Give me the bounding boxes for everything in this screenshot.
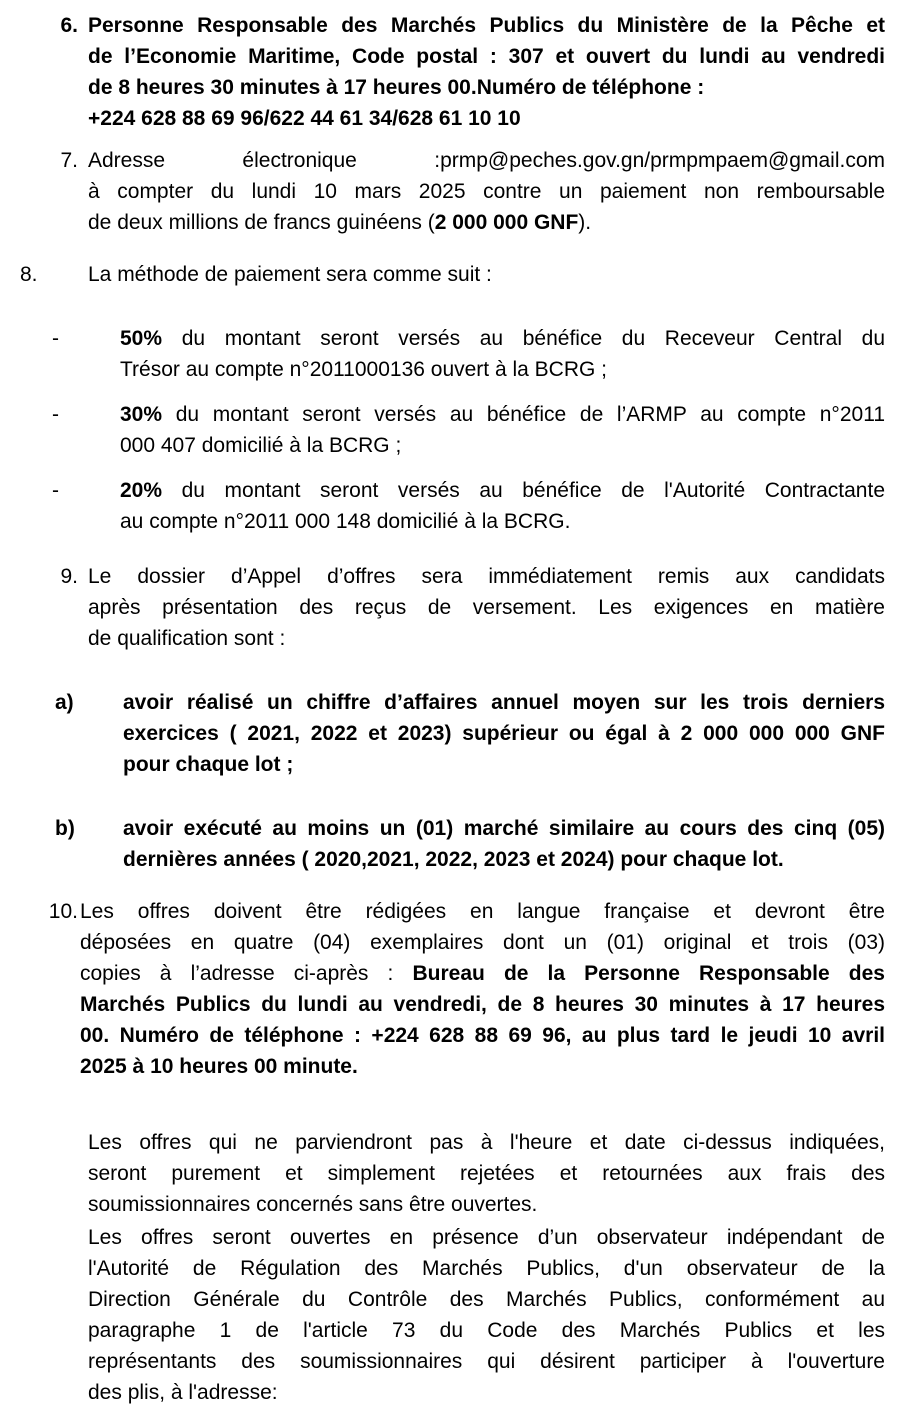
closing-paragraph-2 [88, 1222, 885, 1408]
item-6-body [88, 10, 885, 134]
closing-p1-line-1: Les offres qui ne parviendront pas à l'heure et date ci-dessus indiquées, [88, 1131, 885, 1154]
item-10-line-5: 00. Numéro de téléphone : +224 628 88 69 96, au plus tard le jeudi 10 avril [80, 1024, 885, 1047]
item-10-line-2: déposées en quatre (04) exemplaires dont un (01) original et trois (03) [80, 931, 885, 954]
numbered-item-10 [20, 896, 885, 1082]
item-7-line-3-suffix: ). [578, 211, 592, 234]
payment-bullet-30-marker: - [52, 403, 59, 426]
qualification-b-marker: b) [55, 817, 75, 840]
item-10-line-6: 2025 à 10 heures 00 minute. [80, 1055, 358, 1078]
qualification-a-marker: a) [55, 691, 74, 714]
payment-bullet-50-line-1 [120, 323, 885, 354]
closing-p2-line-2: l'Autorité de Régulation des Marchés Publics, d'un observateur de la [88, 1257, 885, 1280]
spacer [20, 886, 885, 896]
qualification-item-b [20, 813, 885, 875]
numbered-item-6 [20, 10, 885, 134]
closing-p2-line-1: Les offres seront ouvertes en présence d’un observateur indépendant de [88, 1226, 885, 1249]
qualification-a-body [123, 687, 885, 780]
qualification-a-line-1: avoir réalisé un chiffre d’affaires annuel moyen sur les trois derniers [123, 691, 885, 714]
item-10-body [80, 896, 885, 1082]
item-6-line-3: de 8 heures 30 minutes à 17 heures 00.Numéro de téléphone : [88, 76, 705, 99]
item-10-line-3-bold: Bureau de la Personne Responsable des [412, 962, 885, 985]
payment-bullet-20 [20, 475, 885, 537]
payment-bullet-50-line-2: Trésor au compte n°2011000136 ouvert à la BCRG ; [120, 358, 607, 381]
closing-paragraph-1 [88, 1127, 885, 1220]
payment-bullet-30-body [120, 399, 885, 461]
numbered-item-7 [20, 145, 885, 238]
payment-bullet-20-line-1 [120, 475, 885, 506]
closing-p2-line-6: des plis, à l'adresse: [88, 1381, 278, 1404]
payment-bullet-20-line-2: au compte n°2011 000 148 domicilié à la BCRG. [120, 510, 571, 533]
payment-bullet-20-marker: - [52, 479, 59, 502]
item-10-line-3 [80, 958, 885, 989]
payment-bullet-20-percent: 20% [120, 479, 163, 502]
item-7-body [88, 145, 885, 238]
payment-bullet-50-line-1-text: du montant seront versés au bénéfice du Receveur Central du [181, 327, 885, 350]
item-9-line-2: après présentation des reçus de versement. Les exigences en matière [88, 596, 885, 619]
payment-bullet-50-percent: 50% [120, 327, 163, 350]
payment-bullet-30-line-1 [120, 399, 885, 430]
qualification-b-line-1: avoir exécuté au moins un (01) marché similaire au cours des cinq (05) [123, 817, 885, 840]
qualification-b-body [123, 813, 885, 875]
item-7-line-3-prefix: de deux millions de francs guinéens ( [88, 211, 435, 234]
item-9-line-1: Le dossier d’Appel d’offres sera immédiatement remis aux candidats [88, 565, 885, 588]
closing-p1-line-3: soumissionnaires concernés sans être ouvertes. [88, 1193, 538, 1216]
item-10-line-3-plain: copies à l’adresse ci-après : [80, 962, 394, 985]
spacer [20, 791, 885, 813]
spacer [20, 301, 885, 323]
payment-bullet-50 [20, 323, 885, 385]
item-9-body [88, 561, 885, 654]
qualification-b-line-2: dernières années ( 2020,2021, 2022, 2023 et 2024) pour chaque lot. [123, 848, 784, 871]
item-9-marker: 9. [60, 565, 78, 588]
item-7-line-3 [88, 207, 885, 238]
payment-bullet-30-line-2: 000 407 domicilié à la BCRG ; [120, 434, 402, 457]
item-9-line-3: de qualification sont : [88, 627, 286, 650]
payment-bullet-30-percent: 30% [120, 403, 163, 426]
qualification-item-a [20, 687, 885, 780]
item-7-amount: 2 000 000 GNF [434, 211, 579, 234]
numbered-item-9 [20, 561, 885, 654]
closing-p2-line-3: Direction Générale du Contrôle des Marchés Publics, conformément au [88, 1288, 885, 1311]
payment-bullet-50-body [120, 323, 885, 385]
qualification-a-line-3: pour chaque lot ; [123, 753, 294, 776]
payment-bullet-50-marker: - [52, 327, 59, 350]
spacer [20, 551, 885, 561]
payment-bullet-20-body [120, 475, 885, 537]
spacer [20, 1093, 885, 1127]
item-6-marker: 6. [60, 14, 78, 37]
item-7-line-2: à compter du lundi 10 mars 2025 contre un paiement non remboursable [88, 180, 885, 203]
numbered-item-8 [20, 259, 885, 290]
item-7-line-1: Adresse électronique :prmp@peches.gov.gn/prmpmpaem@gmail.com [88, 149, 885, 172]
item-7-marker: 7. [60, 149, 78, 172]
item-6-line-2: de l’Economie Maritime, Code postal : 307 et ouvert du lundi au vendredi [88, 45, 885, 68]
payment-bullet-20-line-1-text: du montant seront versés au bénéfice de l'Autorité Contractante [181, 479, 885, 502]
item-10-line-4: Marchés Publics du lundi au vendredi, de 8 heures 30 minutes à 17 heures [80, 993, 885, 1016]
spacer [20, 665, 885, 687]
payment-bullet-30 [20, 399, 885, 461]
item-6-line-4: +224 628 88 69 96/622 44 61 34/628 61 10 10 [88, 107, 521, 130]
closing-p2-line-5: représentants des soumissionnaires qui désirent participer à l'ouverture [88, 1350, 885, 1373]
item-10-marker: 10. [48, 900, 78, 923]
item-10-line-1: Les offres doivent être rédigées en langue française et devront être [80, 900, 885, 923]
closing-p1-line-2: seront purement et simplement rejetées et retournées aux frais des [88, 1162, 885, 1185]
item-8-line-1: La méthode de paiement sera comme suit : [88, 263, 492, 286]
item-8-body [88, 259, 885, 290]
item-6-line-1: Personne Responsable des Marchés Publics du Ministère de la Pêche et [88, 14, 885, 37]
payment-bullet-30-line-1-text: du montant seront versés au bénéfice de l’ARMP au compte n°2011 [175, 403, 885, 426]
spacer [20, 249, 885, 259]
qualification-a-line-2: exercices ( 2021, 2022 et 2023) supérieur ou égal à 2 000 000 000 GNF [123, 722, 885, 745]
closing-p2-line-4: paragraphe 1 de l'article 73 du Code des Marchés Publics et les [88, 1319, 885, 1342]
item-8-marker: 8. [20, 263, 38, 286]
